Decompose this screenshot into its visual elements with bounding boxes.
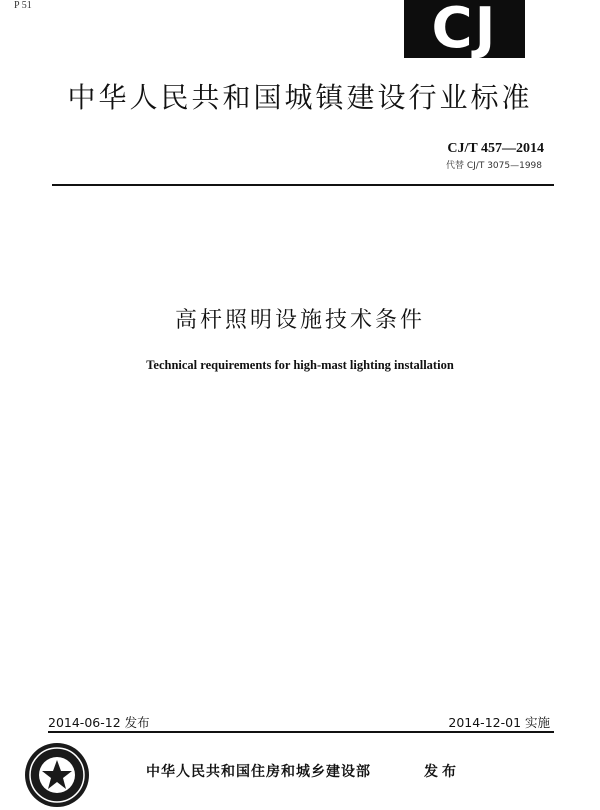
standard-code: CJ/T 457—2014	[447, 141, 544, 156]
issue-date: 2014-06-12 发布	[48, 715, 150, 730]
replaces-standard: 代替 CJ/T 3075—1998	[446, 161, 542, 171]
header-divider	[52, 184, 554, 186]
footer-divider	[48, 731, 554, 733]
document-title-chinese: 高杆照明设施技术条件	[174, 308, 425, 333]
document-title-english: Technical requirements for high-mast lighting installation	[146, 358, 454, 372]
ministry-seal-icon	[22, 740, 92, 810]
implementation-date: 2014-12-01 实施	[448, 715, 550, 730]
ics-code: P 51	[14, 0, 32, 11]
issuer-suffix: 发布	[424, 764, 460, 780]
standard-type-title: 中华人民共和国城镇建设行业标准	[67, 81, 533, 114]
cj-logo-text: CJ	[431, 0, 498, 61]
issuer-name: 中华人民共和国住房和城乡建设部	[146, 764, 371, 780]
